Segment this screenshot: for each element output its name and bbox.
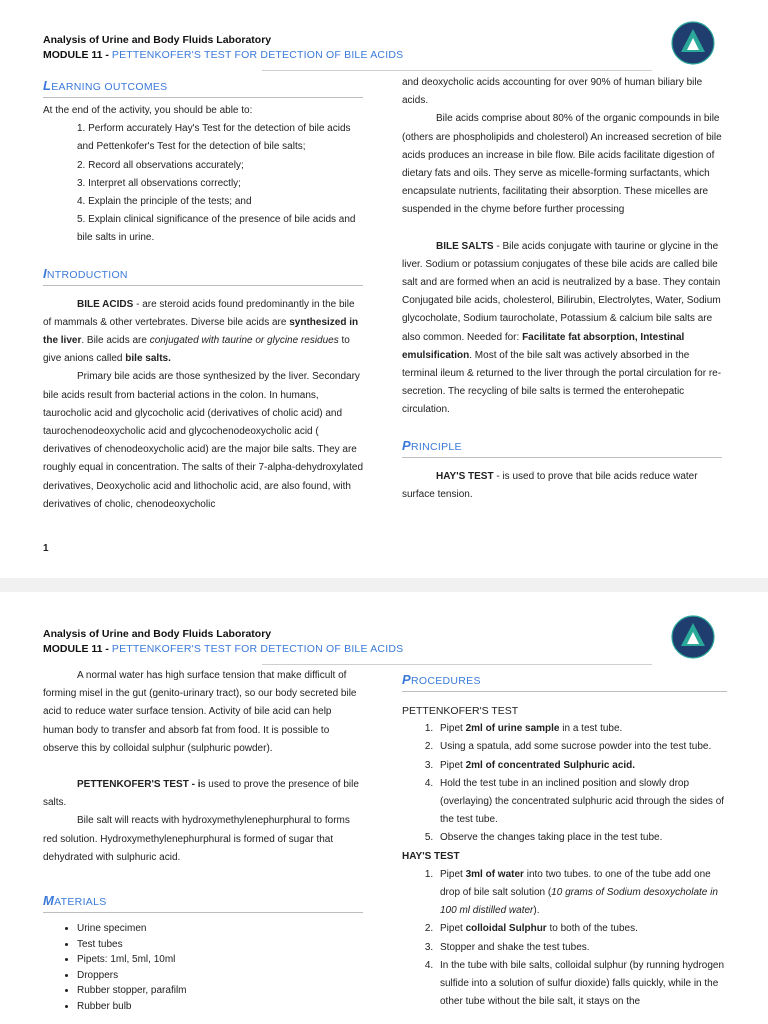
hays-procedure-title: HAY'S TEST xyxy=(402,850,460,862)
institution-logo-icon xyxy=(670,20,716,66)
introduction-heading: INTRODUCTION xyxy=(43,265,128,281)
module-title: PETTENKOFER'S TEST FOR DETECTION OF BILE ACIDS xyxy=(111,643,404,655)
hays-principle-paragraph: HAY'S TEST - is used to prove that bile acids reduce water surface tension. xyxy=(402,470,698,500)
list-item: 1. Perform accurately Hay's Test for the detection of bile acids and Pettenkofer's Test for the detection of bile salts; xyxy=(77,123,351,153)
module-title: PETTENKOFER'S TEST FOR DETECTION OF BILE ACIDS xyxy=(111,49,404,61)
list-item: • Urine specimen xyxy=(77,921,363,937)
learning-outcomes-heading: LEARNING OUTCOMES xyxy=(43,78,168,93)
list-item: • Test tubes xyxy=(77,937,363,953)
primary-bile-acids-paragraph: Primary bile acids are those synthesized by the liver. Secondary bile acids result from bacterial actions in the colon. In humans, taurocholic acid and glycocholic acid (derivatives of cholic acid) and taurochenodeoxycholic acid and glycochenodeoxycholic acid ( derivatives of chenodeoxycholic acid) are the major bile salts. They are roughly equal in concentration. The salts of their 7-alpha-dehydroxylated derivatives, Deoxycholic acid and lithocholic acid, are also found, with derivatives of cholic, chenodeoxycholic xyxy=(43,371,364,510)
principle-heading: PRINCIPLE xyxy=(402,437,462,453)
procedure-step: 1. Pipet 3ml of water into two tubes. to one of the tube add one drop of bile salt solution (10 grams of Sodium desoxycholate in 100 ml distilled water). xyxy=(436,866,727,921)
header-title: Analysis of Urine and Body Fluids Laboratory xyxy=(43,34,272,46)
list-item: 5. Explain clinical significance of the presence of bile acids and bile salts in urine. xyxy=(77,214,356,244)
bile-composition-paragraph: Bile acids comprise about 80% of the organic compounds in bile (others are phospholipids and cholesterol) An increased secretion of bile acids produces an increase in bile flow. Bile acids facilitate digestion of dietary fats and oils. They serve as micelle-forming surfactants, which encapsulate nutrients, facilitating their absorption. These micelles are suspended in the chyme before further processing xyxy=(402,113,722,216)
document-page-2 xyxy=(0,592,768,1024)
section-rule xyxy=(43,97,363,98)
hays-steps xyxy=(402,866,727,1012)
header-module xyxy=(43,49,403,61)
procedure-step: 4. In the tube with bile salts, colloidal sulphur (by running hydrogen sulfide into a solution of sulfur dioxide) falls quickly, while in the other tube without the bile salt, it stays on the xyxy=(436,957,727,1012)
bile-acids-paragraph: BILE ACIDS - are steroid acids found predominantly in the bile of mammals & other vertebrates. Diverse bile acids are synthesized in the liver. Bile acids are conjugated with taurine or glycine residues to give anions called bile salts. xyxy=(43,298,359,365)
list-item: 2. Record all observations accurately; xyxy=(77,159,244,171)
list-item: • Droppers xyxy=(77,968,363,984)
page1-right-column xyxy=(402,74,722,504)
pettenkofer-steps xyxy=(402,720,727,847)
materials-heading: MATERIALS xyxy=(43,893,107,909)
procedure-step: 3. Stopper and shake the test tubes. xyxy=(436,939,727,957)
module-prefix: MODULE 11 - xyxy=(43,49,109,61)
procedure-step: 3. Pipet 2ml of concentrated Sulphuric acid. xyxy=(436,757,727,775)
section-rule xyxy=(402,691,727,692)
bile-salt-reaction-paragraph: Bile salt will reacts with hydroxymethylenephurphural to forms red solution. Hydroxymethylenephurphural is formed of sugar that dehydrated with sulphuric acid. xyxy=(43,815,350,863)
list-item: • Rubber bulb xyxy=(77,999,363,1015)
list-item: 3. Interpret all observations correctly; xyxy=(77,177,241,189)
page1-left-column xyxy=(43,78,363,514)
page2-left-column xyxy=(43,667,363,1014)
list-item: • Rubber stopper, parafilm xyxy=(77,983,363,999)
header-title: Analysis of Urine and Body Fluids Laboratory xyxy=(43,628,272,640)
materials-list xyxy=(43,921,363,1014)
learning-outcomes-list xyxy=(43,120,363,247)
module-prefix: MODULE 11 - xyxy=(43,643,109,655)
header-rule xyxy=(262,664,652,665)
institution-logo-icon xyxy=(670,614,716,660)
section-rule xyxy=(402,457,722,458)
page2-right-column xyxy=(402,672,727,1011)
procedure-step: 2. Pipet colloidal Sulphur to both of the tubes. xyxy=(436,920,727,938)
pettenkofer-principle-paragraph: PETTENKOFER'S TEST - is used to prove the presence of bile salts. xyxy=(43,779,359,809)
surface-tension-paragraph: A normal water has high surface tension that make difficult of forming misel in the gut (genito-urinary tract), so our body secreted bile acid to reduce water surface tension. Activity of bile acid can help human body to transfer and absorb fat from food. It is possible to observe this by colloidal sulphur (sulphuric powder). xyxy=(43,670,357,754)
bile-salts-paragraph: BILE SALTS - Bile acids conjugate with taurine or glycine in the liver. Sodium or potassium conjugates of these bile acids are called bile salt and are formed when an acid is neutralized by a base. They contain Conjugated bile acids, cholesterol, Bilirubin, Electrolytes, Water, Sodium glycocholate, Sodium taurocholate, Potassium & calcium bile salts are also common. Needed for: Facilitate fat absorption, Intestinal emulsification. Most of the bile salt was actively absorbed in the terminal ileum & returned to the liver through the portal circulation for re-secretion. The recycling of bile salts is termed the enterohepatic circulation. xyxy=(402,240,722,416)
list-item: 4. Explain the principle of the tests; and xyxy=(77,196,252,208)
page-number: 1 xyxy=(43,543,49,554)
continued-paragraph: and deoxycholic acids accounting for over 90% of human biliary bile acids. xyxy=(402,77,703,107)
procedures-heading: PROCEDURES xyxy=(402,672,481,687)
list-item: • Pipets: 1ml, 5ml, 10ml xyxy=(77,952,363,968)
section-rule xyxy=(43,285,363,286)
header-module xyxy=(43,643,403,655)
procedure-step: 5. Observe the changes taking place in the test tube. xyxy=(436,829,727,847)
procedure-step: 2. Using a spatula, add some sucrose powder into the test tube. xyxy=(436,738,727,756)
header-rule xyxy=(262,70,652,71)
learning-intro: At the end of the activity, you should be able to: xyxy=(43,105,253,116)
procedure-step: 1. Pipet 2ml of urine sample in a test tube. xyxy=(436,720,727,738)
section-rule xyxy=(43,912,363,913)
pettenkofer-procedure-title: PETTENKOFER'S TEST xyxy=(402,705,519,717)
procedure-step: 4. Hold the test tube in an inclined position and slowly drop (overlaying) the concentrated sulphuric acid through the sides of the test tube. xyxy=(436,775,727,830)
